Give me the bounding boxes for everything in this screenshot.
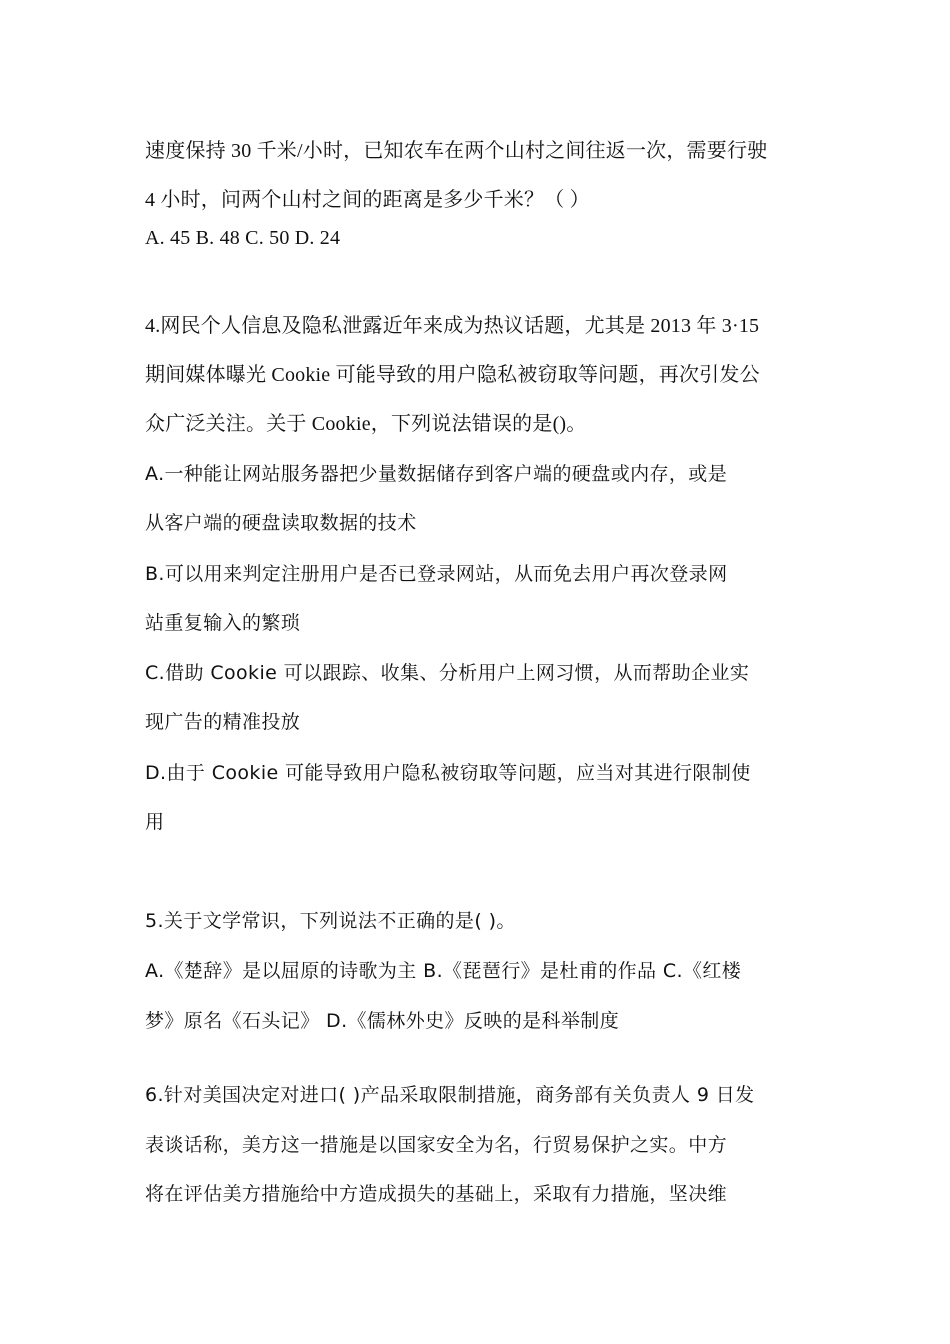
question-4-stem-line-2: 期间媒体曝光 Cookie 可能导致的用户隐私被窃取等问题，再次引发公 bbox=[145, 364, 760, 386]
question-3-options: A. 45 B. 48 C. 50 D. 24 bbox=[145, 227, 341, 249]
question-6-line-1: 6.针对美国决定对进口( )产品采取限制措施，商务部有关负责人 9 日发 bbox=[145, 1084, 755, 1106]
question-6-line-3: 将在评估美方措施给中方造成损失的基础上，采取有力措施，坚决维 bbox=[145, 1183, 728, 1205]
question-5-option-line-1: A.《楚辞》是以屈原的诗歌为主 B.《琵琶行》是杜甫的作品 C.《红楼 bbox=[145, 960, 742, 982]
question-4-option-line-6: 现广告的精准投放 bbox=[145, 711, 301, 733]
question-3-line-2: 4 小时，问两个山村之间的距离是多少千米？（ ） bbox=[145, 189, 590, 211]
question-5-stem: 5.关于文学常识，下列说法不正确的是( )。 bbox=[145, 910, 516, 932]
question-4-option-line-8: 用 bbox=[145, 811, 165, 833]
question-3-line-1: 速度保持 30 千米/小时，已知农车在两个山村之间往返一次，需要行驶 bbox=[145, 140, 768, 162]
question-4-option-line-5: C.借助 Cookie 可以跟踪、收集、分析用户上网习惯，从而帮助企业实 bbox=[145, 662, 750, 684]
question-6-line-2: 表谈话称，美方这一措施是以国家安全为名，行贸易保护之实。中方 bbox=[145, 1134, 728, 1156]
question-4-option-line-4: 站重复输入的繁琐 bbox=[145, 612, 301, 634]
question-4-stem-line-1: 4.网民个人信息及隐私泄露近年来成为热议话题，尤其是 2013 年 3·15 bbox=[145, 315, 760, 337]
question-4-stem-line-3: 众广泛关注。关于 Cookie，下列说法错误的是()。 bbox=[145, 413, 587, 435]
question-5-option-line-2: 梦》原名《石头记》 D.《儒林外史》反映的是科举制度 bbox=[145, 1010, 620, 1032]
question-4-option-line-3: B.可以用来判定注册用户是否已登录网站，从而免去用户再次登录网 bbox=[145, 563, 728, 585]
question-4-option-line-7: D.由于 Cookie 可能导致用户隐私被窃取等问题，应当对其进行限制使 bbox=[145, 762, 751, 784]
question-4-option-line-2: 从客户端的硬盘读取数据的技术 bbox=[145, 512, 417, 534]
question-4-option-line-1: A.一种能让网站服务器把少量数据储存到客户端的硬盘或内存，或是 bbox=[145, 463, 728, 485]
